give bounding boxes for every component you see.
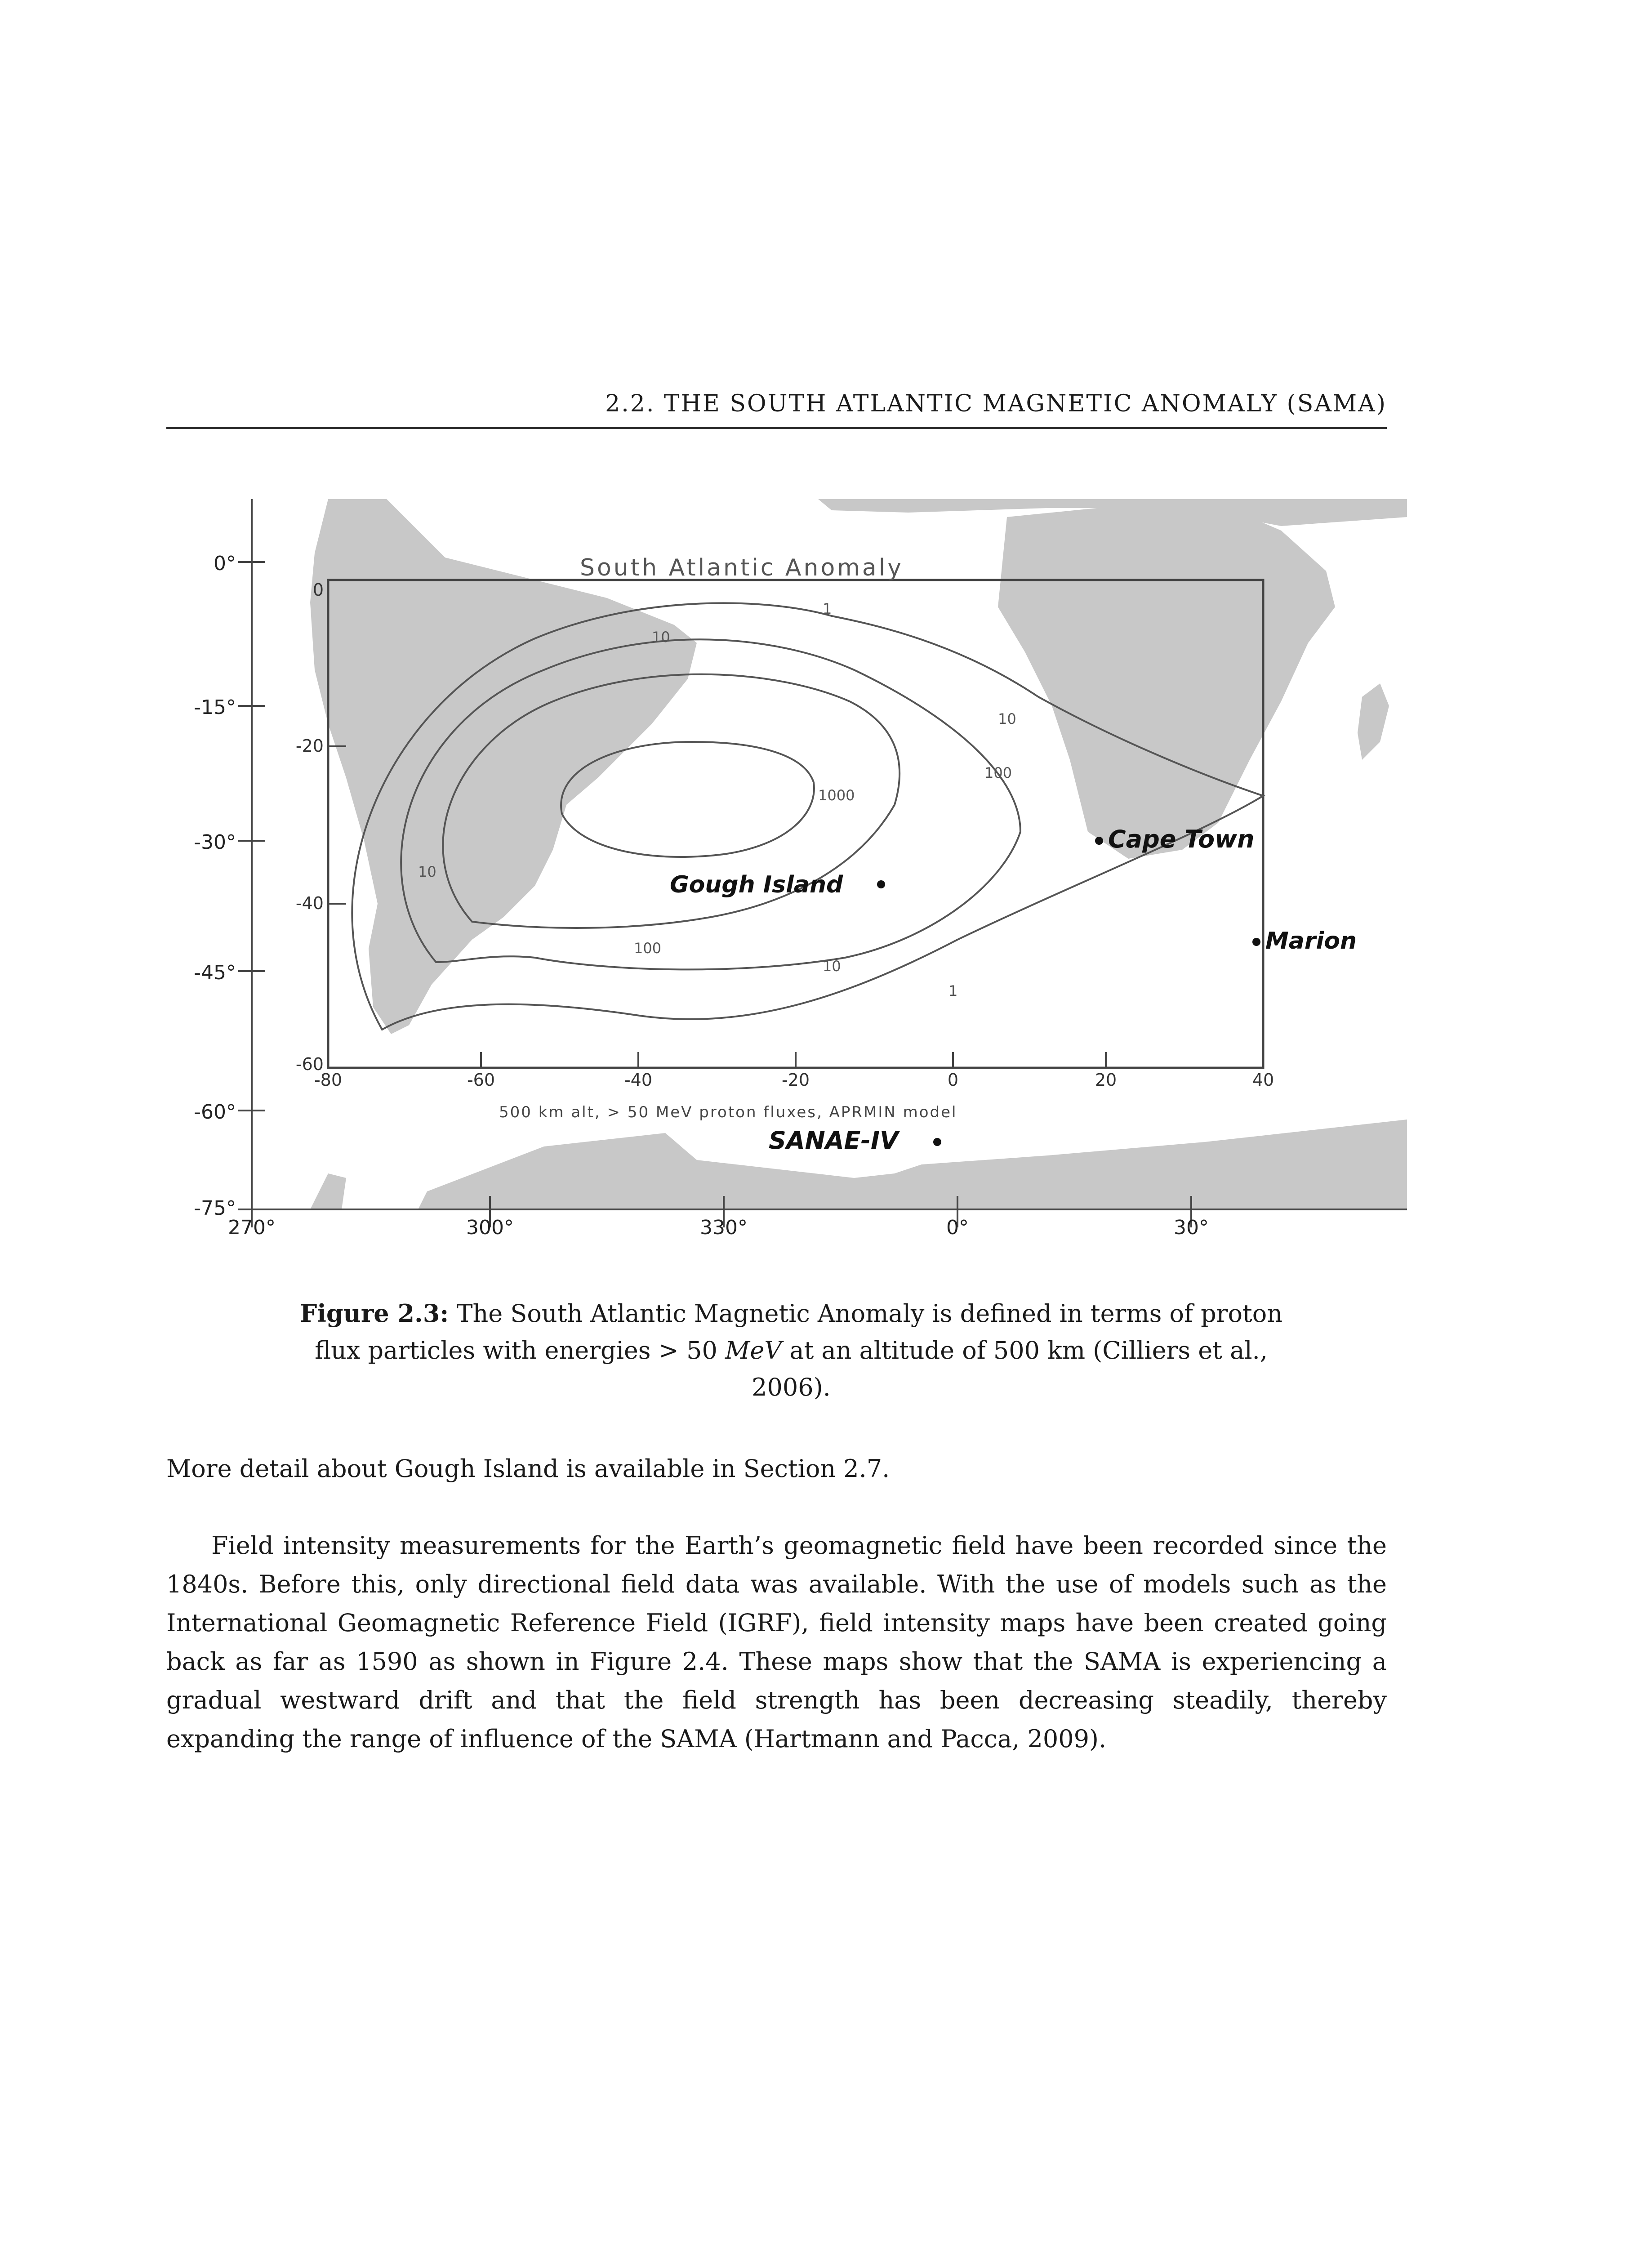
contour-label-1-b: 1	[948, 982, 958, 999]
inner-lon-tick-40: 40	[1252, 1070, 1274, 1090]
caption-text-after: at an altitude of 500 km (Cilliers et al., 2006).	[752, 1336, 1268, 1401]
contour-label-100-b: 100	[634, 940, 662, 957]
peninsula-land	[310, 1173, 346, 1209]
contour-label-100-a: 100	[984, 764, 1012, 781]
outer-lat-tick-60: -60°	[194, 1101, 236, 1124]
contour-label-1-a: 1	[823, 600, 832, 617]
outer-lat-tick-45: -45°	[194, 961, 236, 984]
inner-lat-tick-40: -40	[295, 893, 324, 913]
contour-label-10-b: 10	[998, 710, 1016, 727]
map-footnote: 500 km alt, > 50 MeV proton fluxes, APRMIN model	[499, 1103, 957, 1121]
outer-lat-tick-75: -75°	[194, 1197, 236, 1220]
outer-lon-tick-300: 300°	[466, 1216, 514, 1236]
caption-text-before: The South Atlantic Magnetic Anomaly is defined in terms of proton flux particles with energies > 50	[315, 1299, 1282, 1365]
inner-lon-tick-m40: -40	[624, 1070, 653, 1090]
outer-lat-tick-30: -30°	[194, 831, 236, 854]
body-paragraph-1: More detail about Gough Island is available in Section 2.7.	[166, 1454, 890, 1483]
body-paragraph-2: Field intensity measurements for the Earth’s geomagnetic field have been recorded since the 1840s. Before this, only directional field data was available. With the use of models such as the International Geomagnetic Reference Field (IGRF), field intensity maps have been created going back as far as 1590 as shown in Figure 2.4. These maps show that the SAMA is experiencing a gradual westward drift and that the field strength has been decreasing steadily, thereby expanding the range of influence of the SAMA (Hartmann and Pacca, 2009).	[166, 1531, 1387, 1753]
contour-label-10-c: 10	[823, 958, 841, 975]
land-masses	[310, 499, 1407, 1209]
marion-label: Marion	[1265, 928, 1357, 955]
contour-1000	[561, 742, 814, 857]
sama-map	[193, 490, 1407, 1236]
madagascar-land	[1358, 683, 1389, 760]
header-rule	[166, 427, 1387, 429]
gough-island-marker	[877, 880, 885, 888]
outer-lat-tick-15: -15°	[194, 696, 236, 719]
sanae-label: SANAE-IV	[769, 1126, 899, 1155]
outer-lon-tick-0: 0°	[946, 1216, 969, 1236]
contour-label-1000: 1000	[818, 787, 855, 804]
gough-island-label: Gough Island	[670, 871, 843, 898]
figure-caption	[288, 1295, 1295, 1406]
inner-lon-tick-m80: -80	[314, 1070, 343, 1090]
antarctica-land	[418, 1120, 1407, 1209]
sama-map-figure	[193, 490, 1407, 1236]
sanae-marker	[933, 1138, 941, 1146]
marion-marker	[1252, 938, 1260, 946]
contour-label-10-a: 10	[652, 629, 670, 646]
outer-lon-tick-330: 330°	[700, 1216, 748, 1236]
cape-town-label: Cape Town	[1108, 825, 1255, 853]
inner-lon-tick-m20: -20	[781, 1070, 810, 1090]
caption-label: Figure 2.3:	[299, 1299, 449, 1328]
inner-lat-tick-0: 0	[312, 580, 324, 600]
outer-lon-tick-270: 270°	[228, 1216, 276, 1236]
caption-math: MeV	[725, 1336, 782, 1365]
outer-lat-tick-0: 0°	[214, 552, 236, 575]
africa-land	[998, 504, 1335, 859]
inner-lon-tick-20: 20	[1095, 1070, 1117, 1090]
inner-lon-tick-0: 0	[947, 1070, 959, 1090]
inner-lon-tick-m60: -60	[467, 1070, 495, 1090]
cape-town-marker	[1095, 837, 1103, 845]
inner-lat-tick-60: -60	[295, 1054, 324, 1074]
figure-title: South Atlantic Anomaly	[579, 554, 904, 581]
inner-lat-tick-20: -20	[295, 736, 324, 756]
running-head: 2.2. THE SOUTH ATLANTIC MAGNETIC ANOMALY (SAMA)	[605, 390, 1387, 417]
outer-lon-tick-30: 30°	[1174, 1216, 1209, 1236]
contour-label-10-d: 10	[418, 863, 436, 880]
